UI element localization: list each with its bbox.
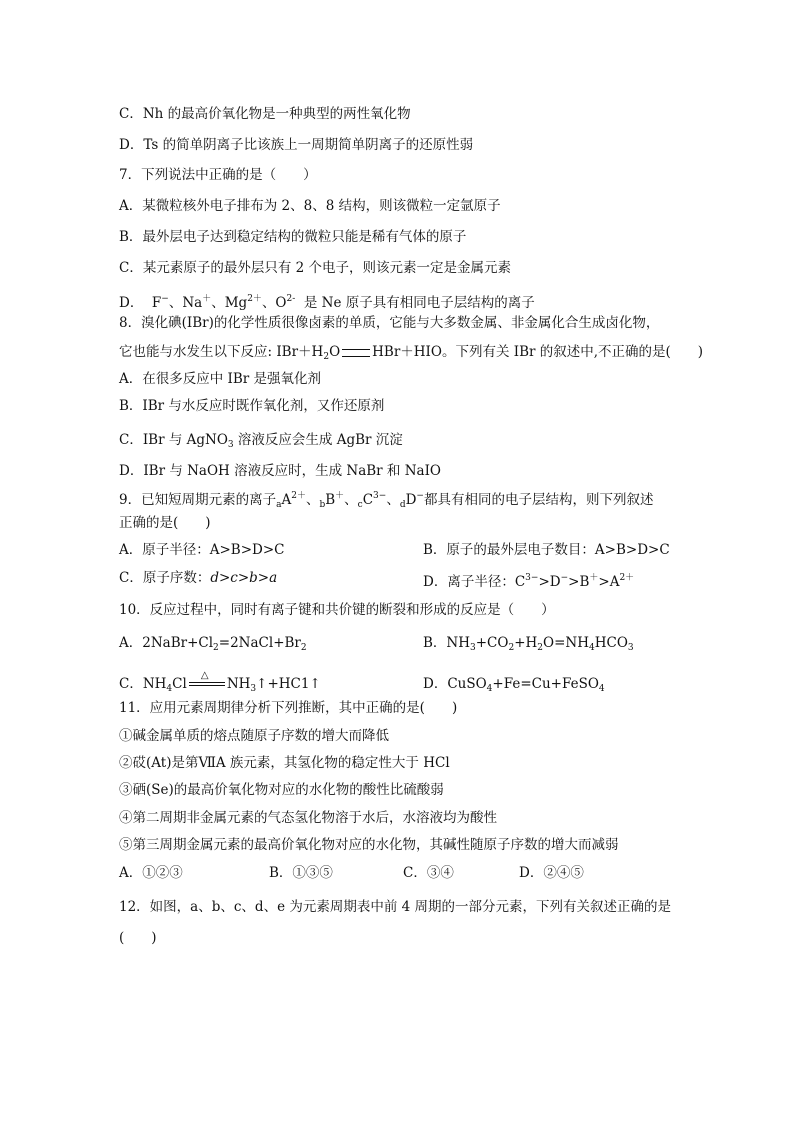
q11-option-d: D．②④⑤ (519, 865, 584, 881)
q9-d-c: B (579, 574, 590, 590)
q9-stem1-b: 都具有相同的电子层结构，则下列叙述 (423, 492, 654, 508)
q8-option-d: D．IBr 与 NaOH 溶液反应时，生成 NaBr 和 NaIO (119, 463, 441, 479)
q7-d-suffix: 是 Ne 原子具有相同电子层结构的离子 (303, 295, 535, 311)
q7-stem: 7．下列说法中正确的是（ ） (119, 167, 317, 183)
q8-option-c: C．IBr 与 AgNO$_3$ 溶液反应会生成 AgBr 沉淀 (119, 432, 403, 450)
q9-option-a: A．原子半径：A>B>D>C (119, 542, 285, 558)
q11-options (119, 864, 584, 882)
q8-option-a: A．在很多反应中 IBr 是强氧化剂 (119, 371, 322, 387)
q10-b-d: O=NH (543, 635, 589, 651)
q9-c-a: C．原子序数： (119, 570, 211, 586)
q10-stem: 10．反应过程中，同时有离子键和共价键的断裂和形成的反应是（ ） (119, 602, 555, 618)
q11-item-3: ③硒(Se)的最高价氧化物对应的水化物的酸性比硫酸弱 (119, 782, 444, 798)
q10-b-a: B．NH (423, 635, 471, 651)
q10-c-c: NH (226, 676, 251, 692)
q10-d-a: D．CuSO (423, 676, 487, 692)
q11-option-a: A．①②③ (119, 865, 183, 881)
q7-option-b: B．最外层电子达到稳定结构的微粒只能是稀有气体的原子 (119, 229, 467, 245)
q8-stem-line1: 8．溴化碘(IBr)的化学性质很像卤素的单质，它能与大多数金属、非金属化合生成卤化物， (119, 315, 660, 331)
q9-option-b: B．原子的最外层电子数目：A>B>D>C (423, 542, 670, 558)
q10-c-d: ↑+HC1↑ (256, 676, 321, 692)
q7-option-c: C．某元素原子的最外层只有 2 个电子，则该元素一定是金属元素 (119, 260, 512, 276)
q9-c-b: d>c>b>a (210, 570, 278, 586)
q9-options-cd (119, 569, 635, 590)
q9-d-d: A (609, 574, 620, 590)
q10-option-b: B．$NH_3+CO_2+H_2O=NH_4HCO_3$ (423, 635, 634, 653)
q8-stem2-b: O (329, 344, 341, 360)
q12-stem-line1: 12．如图，a、b、c、d、e 为元素周期表中前 4 周期的一部分元素，下列有关叙述正确的是 (119, 899, 672, 915)
q11-item-2: ②砹(At)是第ⅦA 族元素，其氢化物的稳定性大于 HCl (119, 755, 450, 771)
q6-option-c: C．Nh 的最高价氧化物是一种典型的两性氧化物 (119, 106, 411, 122)
q7-d-ions: F−、Na＋、$Mg^{2+}$、$O^{2-}$ (147, 294, 296, 311)
q10-options-ab (119, 634, 634, 657)
q10-a-b: =2NaCl+Br (218, 635, 301, 651)
q10-b-b: +CO (475, 635, 509, 651)
q10-option-a: A．$2NaBr+Cl_2=2NaCl+Br_2$ (119, 635, 307, 653)
q10-option-c: C．$NH_4Cl$ △ $NH_3↑+HC1↑$ (119, 676, 321, 692)
q11-option-c: C．③④ (403, 865, 454, 881)
q9-d-b: D (549, 574, 561, 590)
q10-b-c: +H (514, 635, 538, 651)
q10-b-e: HCO (594, 635, 628, 651)
q10-options-cd (119, 670, 605, 698)
q9-stem-line2: 正确的是( ) (119, 515, 211, 531)
q8-c-b: 溶液反应会生成 AgBr 沉淀 (233, 432, 403, 448)
q7-d-prefix: D． (119, 295, 144, 311)
q10-c-b: Cl (172, 676, 187, 692)
q7-option-d (119, 290, 535, 312)
q9-stem1-a: 9．已知短周期元素的离子 (119, 492, 277, 508)
q9-option-c (119, 570, 277, 586)
q8-stem2-a: 它也能与水发生以下反应: IBr＋H (119, 344, 324, 360)
q12-stem-line2: ( ) (119, 930, 157, 946)
q9-stem-line1: 9．已知短周期元素的离子$_aA^{2+}$、$_b$B＋、$_cC^{3-}$、$_d$D−都具有相同的电子层结构，则下列叙述 (119, 491, 654, 510)
q8-stem2-c: HBr＋HIO。下列有关 IBr 的叙述中,不正确的是( ) (372, 344, 704, 360)
q11-item-5: ⑤第三周期金属元素的最高价氧化物对应的水化物，其碱性随原子序数的增大而减弱 (119, 837, 619, 853)
q8-stem-line2: 它也能与水发生以下反应: $IBr+H_2O$ HBr＋HIO。下列有关 IBr 的叙述中,不正确的是( ) (119, 344, 704, 362)
q9-option-d: D．离子半径：$C^{3-}>D^->B^+>A^{2+}$ (423, 573, 635, 590)
q11-item-1: ①碱金属单质的熔点随原子序数的增大而降低 (119, 728, 389, 744)
q10-option-d: D．CuSO$_4$+Fe=Cu+FeSO$_4$ (423, 676, 605, 694)
heat-delta-symbol: △ (200, 670, 209, 681)
reaction-equals-sign (342, 349, 370, 357)
q7-option-a: A．某微粒核外电子排布为 2、8、8 结构，则该微粒一定氩原子 (119, 198, 501, 214)
q10-c-a: C．NH (119, 676, 167, 692)
q8-option-b: B．IBr 与水反应时既作氧化剂，又作还原剂 (119, 398, 385, 414)
q11-option-b: B．①③⑤ (269, 865, 333, 881)
q6-option-d: D．Ts 的简单阴离子比该族上一周期简单阴离子的还原性弱 (119, 137, 474, 153)
q11-item-4: ④第二周期非金属元素的气态氢化物溶于水后，水溶液均为酸性 (119, 810, 497, 826)
heating-equals-sign (187, 670, 227, 693)
q9-d-a: D．离子半径：C (423, 574, 526, 590)
q10-a-a: A．2NaBr+Cl (119, 635, 214, 651)
q9-options-ab (119, 541, 670, 559)
q11-stem: 11．应用元素周期律分析下列推断，其中正确的是( ) (119, 700, 458, 716)
q8-c-a: C．IBr 与 AgNO (119, 432, 228, 448)
q10-d-b: +Fe=Cu+FeSO (492, 676, 599, 692)
